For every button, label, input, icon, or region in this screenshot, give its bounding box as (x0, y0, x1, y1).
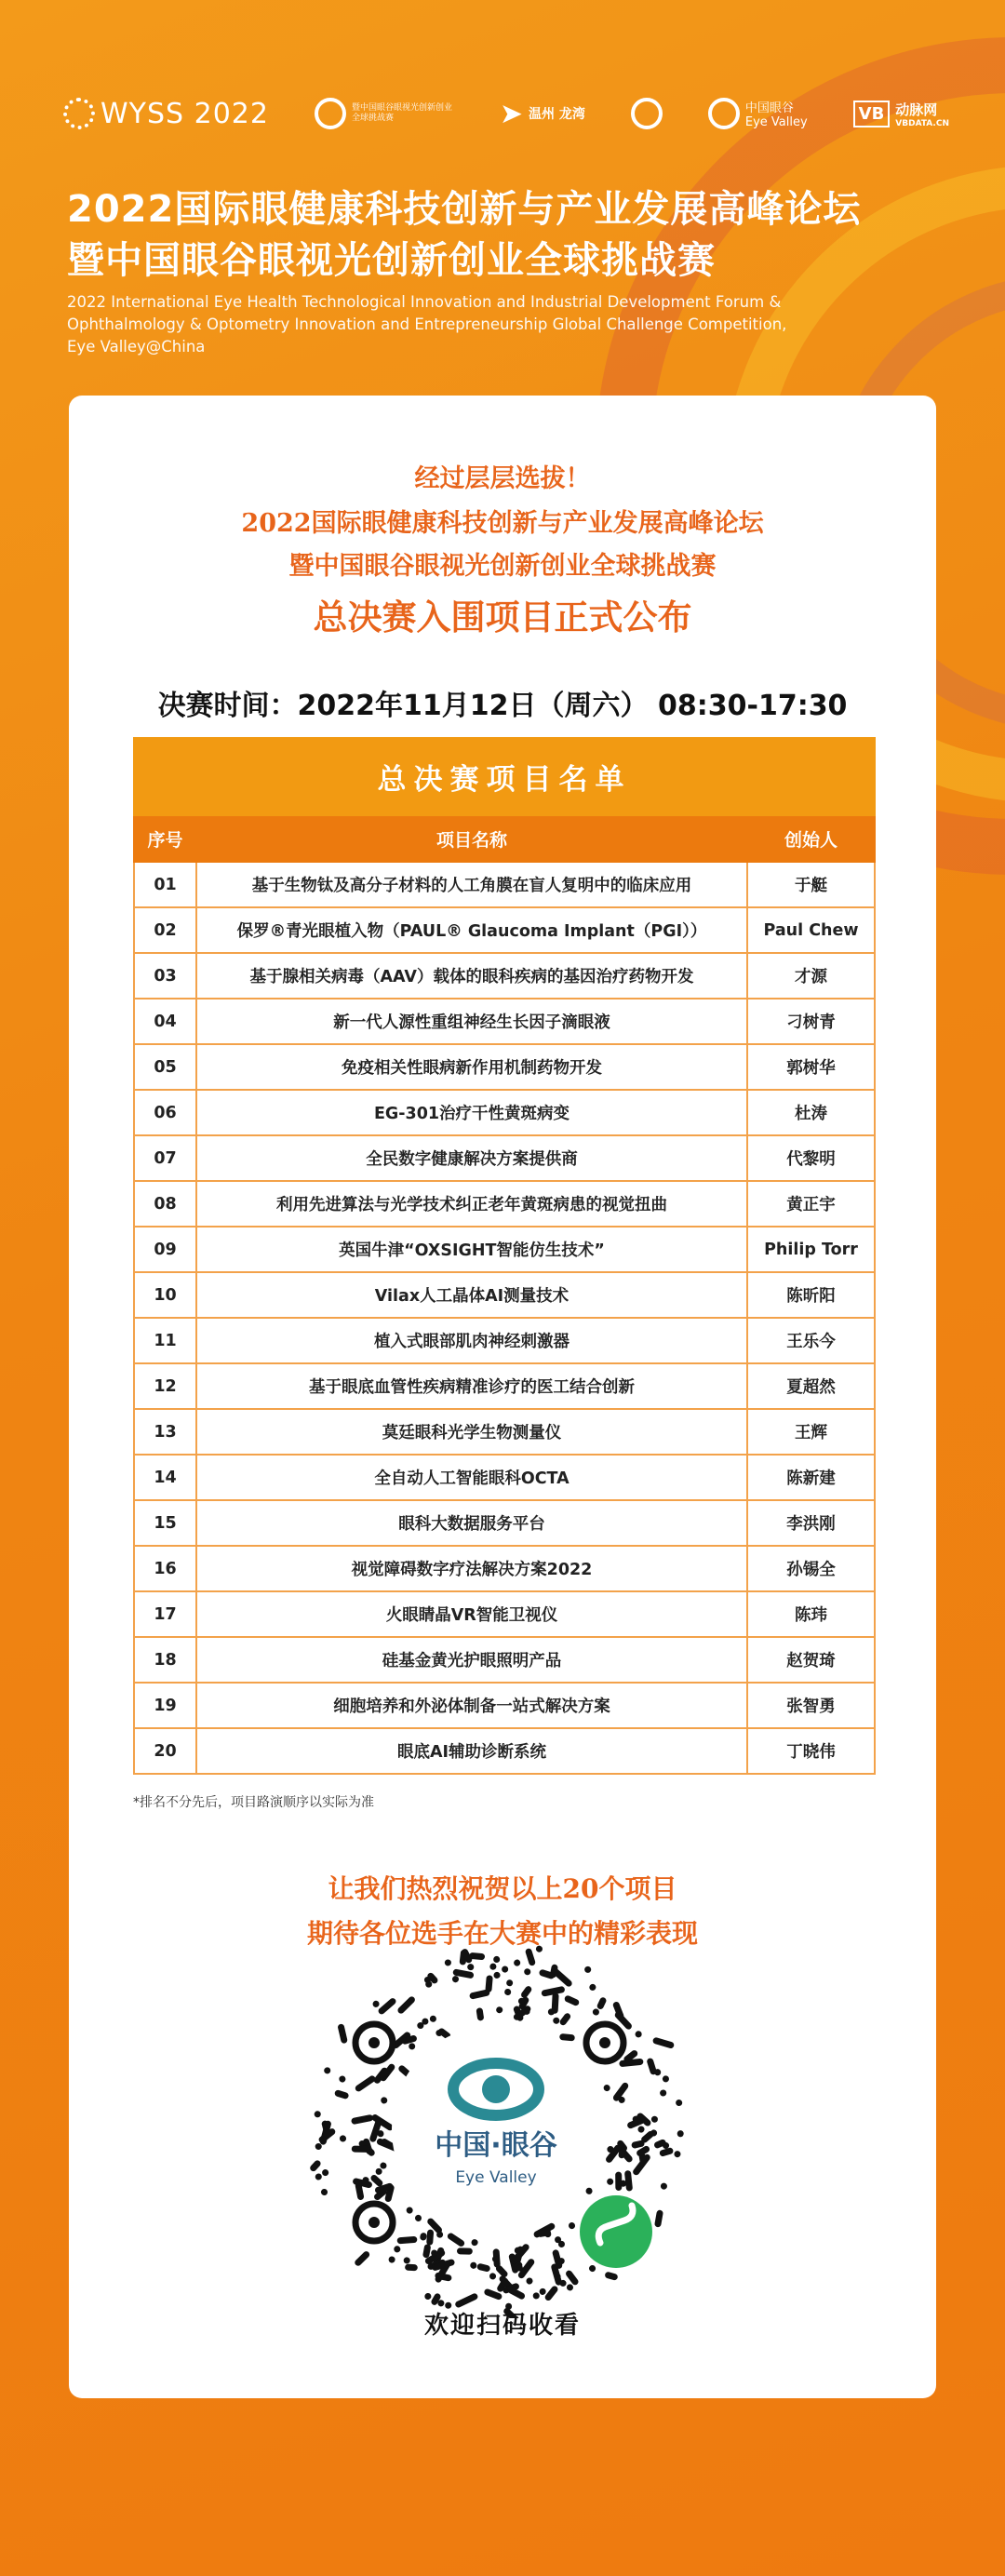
qr-module (358, 2255, 367, 2263)
col-founder: 创始人 (747, 815, 875, 862)
number: 13 (134, 1409, 196, 1455)
qr-module (378, 2186, 389, 2190)
vb-icon: VB (853, 101, 891, 127)
founder: 李洪刚 (747, 1500, 875, 1546)
number: 17 (134, 1591, 196, 1637)
qr-module (382, 2002, 393, 2011)
qr-module (456, 1972, 470, 1975)
qr-module (568, 1999, 576, 2003)
qr-module (616, 2086, 624, 2098)
page-subtitle: 暨中国眼谷眼视光创新创业全球挑战赛 (67, 239, 716, 282)
table-row (134, 1318, 875, 1363)
qr-module (473, 1956, 482, 1957)
vbdata-logo (853, 100, 949, 128)
qr-module (480, 2267, 487, 2269)
qr-module (556, 2253, 559, 2265)
qr-module (642, 2156, 643, 2162)
qr-module (658, 2142, 663, 2144)
finalist-table (133, 737, 876, 1775)
table-row (134, 1455, 875, 1500)
number: 18 (134, 1637, 196, 1683)
number: 16 (134, 1546, 196, 1591)
founder: 王乐今 (747, 1318, 875, 1363)
project-name: 眼科大数据服务平台 (196, 1500, 747, 1546)
founder: 郭树华 (747, 1044, 875, 1090)
number: 11 (134, 1318, 196, 1363)
table-row (134, 907, 875, 953)
founder: 陈昕阳 (747, 1272, 875, 1318)
qr-module (465, 1952, 469, 1960)
number: 01 (134, 862, 196, 907)
qr-module (525, 1990, 529, 1995)
project-name: 保罗®青光眼植入物（PAUL® Glaucoma Implant（PGI）） (196, 907, 747, 953)
qr-module (640, 2149, 647, 2153)
wyss-logo (63, 98, 269, 130)
project-name: Vilax人工晶体AI测量技术 (196, 1272, 747, 1318)
qr-module (356, 2181, 369, 2184)
qr-module (563, 2017, 567, 2022)
founder: 丁晓伟 (747, 1728, 875, 1774)
number: 12 (134, 1363, 196, 1409)
project-name: 基于眼底血管性疾病精准诊疗的医工结合创新 (196, 1363, 747, 1409)
project-name: 英国牛津“OXSIGHT智能仿生技术” (196, 1227, 747, 1272)
table-row (134, 1135, 875, 1181)
project-name: 视觉障碍数字疗法解决方案2022 (196, 1546, 747, 1591)
qr-module (473, 1992, 487, 1995)
qr-logo-cn: 中国·眼谷 (435, 2129, 557, 2162)
qr-module (426, 2247, 427, 2255)
qr-module (342, 2027, 344, 2040)
project-name: 新一代人源性重组神经生长因子滴眼液 (196, 999, 747, 1044)
announcement-line-3: 暨中国眼谷眼视光创新创业全球挑战赛 (288, 552, 717, 581)
english-title-3: Eye Valley@China (67, 338, 206, 356)
qr-module (401, 2000, 411, 2010)
qr-module (431, 1976, 435, 1980)
qr-module (600, 2001, 603, 2006)
qr-module (405, 2039, 413, 2042)
qr-module (541, 2233, 548, 2234)
number: 09 (134, 1227, 196, 1272)
founder: 夏超然 (747, 1363, 875, 1409)
table-row (134, 953, 875, 999)
project-name: 基于腺相关病毒（AAV）载体的眼科疾病的基因治疗药物开发 (196, 953, 747, 999)
qr-module (442, 2032, 448, 2036)
qr-module (548, 2289, 555, 2298)
founder: 王辉 (747, 1409, 875, 1455)
table-row (134, 1272, 875, 1318)
qr-module (621, 2143, 624, 2148)
qr-module (627, 2054, 635, 2059)
qr-module (479, 2011, 480, 2018)
qr-module (430, 2233, 431, 2242)
qr-module (521, 2262, 530, 2275)
scan-caption: 欢迎扫码收看 (423, 2312, 581, 2340)
col-number: 序号 (134, 815, 196, 862)
project-name: 细胞培养和外泌体制备一站式解决方案 (196, 1683, 747, 1728)
qr-module (616, 2005, 620, 2016)
final-date: 决赛时间：2022年11月12日（周六） 08:30-17:30 (157, 690, 848, 722)
qr-logo-en: Eye Valley (455, 2168, 537, 2187)
qr-module (373, 2122, 379, 2139)
table-row (134, 1683, 875, 1728)
qr-module (555, 1996, 556, 2010)
table-header (134, 815, 875, 862)
project-name: 利用先进算法与光学技术纠正老年黄斑病患的视觉扭曲 (196, 1181, 747, 1227)
page-title: 2022国际眼健康科技创新与产业发展高峰论坛 (67, 188, 862, 231)
qr-module (658, 2213, 660, 2223)
number: 04 (134, 999, 196, 1044)
table-row (134, 1637, 875, 1683)
challenge-logo-text: 暨中国眼谷眼视光创新创业全球挑战赛 (351, 103, 452, 123)
number: 07 (134, 1135, 196, 1181)
qr-module (555, 1971, 569, 1983)
arrow-icon: ➤ (499, 97, 524, 130)
table-row (134, 1181, 875, 1227)
table-row (134, 1044, 875, 1090)
number: 02 (134, 907, 196, 953)
number: 05 (134, 1044, 196, 1090)
eye-icon (708, 98, 740, 129)
number: 08 (134, 1181, 196, 1227)
longwan-text: 温州 龙湾 (529, 107, 585, 122)
vbdata-en: VBDATA.CN (895, 118, 949, 128)
qr-module (563, 2037, 571, 2038)
founder: 于艇 (747, 862, 875, 907)
founder: 刁树青 (747, 999, 875, 1044)
qr-module (431, 2221, 439, 2230)
qr-module (374, 2179, 380, 2183)
qr-module (650, 2061, 653, 2072)
founder: 杜涛 (747, 1090, 875, 1135)
table-row (134, 1227, 875, 1272)
qr-module (609, 2275, 615, 2277)
qr-module (623, 2061, 640, 2063)
project-name: 免疫相关性眼病新作用机制药物开发 (196, 1044, 747, 1090)
sponsor-logos (63, 93, 949, 134)
finder-pattern (586, 2024, 623, 2061)
mini-program-qr-code[interactable] (307, 1940, 685, 2318)
qr-module (544, 1990, 561, 1993)
founder: 陈新建 (747, 1455, 875, 1500)
project-name: 全民数字健康解决方案提供商 (196, 1135, 747, 1181)
eye-valley-cn: 中国眼谷 (744, 101, 794, 115)
closing-line-1: 让我们热烈祝贺以上20个项目 (328, 1873, 677, 1904)
project-name: 硅基金黄光护眼照明产品 (196, 1637, 747, 1683)
project-name: 全自动人工智能眼科OCTA (196, 1455, 747, 1500)
qr-module (631, 2121, 642, 2126)
finder-pattern (355, 2024, 393, 2061)
project-name: 基于生物钛及高分子材料的人工角膜在盲人复明中的临床应用 (196, 862, 747, 907)
table-caption: 总决赛项目名单 (134, 738, 875, 815)
challenge-logo (315, 98, 454, 129)
project-name: 火眼睛晶VR智能卫视仪 (196, 1591, 747, 1637)
project-name: 眼底AI辅助诊断系统 (196, 1728, 747, 1774)
founder: 代黎明 (747, 1135, 875, 1181)
mini-program-icon (580, 2195, 652, 2268)
qr-module (570, 2274, 575, 2282)
announcement-line-2: 2022国际眼健康科技创新与产业发展高峰论坛 (241, 509, 764, 538)
number: 15 (134, 1500, 196, 1546)
finder-pattern (355, 2204, 393, 2241)
qr-module (628, 2174, 630, 2188)
number: 19 (134, 1683, 196, 1728)
table-row (134, 999, 875, 1044)
qr-module (358, 2185, 360, 2196)
qr-module (645, 2134, 650, 2140)
founder: 赵贺琦 (747, 1637, 875, 1683)
table-row (134, 1591, 875, 1637)
wyss-text: WYSS 2022 (100, 97, 269, 130)
eye-icon (631, 98, 663, 129)
founder: 才源 (747, 953, 875, 999)
qr-module (314, 2164, 317, 2168)
qr-module (358, 2079, 372, 2088)
qr-module (663, 2151, 670, 2153)
table-row (134, 1363, 875, 1409)
col-project: 项目名称 (196, 815, 747, 862)
table-row (134, 1546, 875, 1591)
number: 20 (134, 1728, 196, 1774)
ranking-note: *排名不分先后，项目路演顺序以实际为准 (133, 1795, 374, 1810)
qr-module (459, 2297, 475, 2304)
project-name: EG-301治疗干性黄斑病变 (196, 1090, 747, 1135)
announcement-headline: 总决赛入围项目正式公布 (313, 597, 692, 637)
qr-module (555, 2267, 558, 2282)
founder: 陈玮 (747, 1591, 875, 1637)
institute-logo (631, 98, 663, 129)
qr-module (435, 2297, 437, 2301)
eye-icon (315, 98, 346, 129)
qr-module (450, 2236, 461, 2243)
table-row (134, 1090, 875, 1135)
qr-module (656, 2041, 671, 2046)
table-row (134, 1409, 875, 1455)
qr-module (338, 2093, 345, 2095)
founder: 张智勇 (747, 1683, 875, 1728)
project-name: 莫廷眼科光学生物测量仪 (196, 1409, 747, 1455)
qr-module (529, 1952, 532, 1962)
eye-valley-logo (708, 98, 808, 129)
english-title-1: 2022 International Eye Health Technological Innovation and Industrial Development Forum & (67, 293, 782, 311)
founder: 黄正宇 (747, 1181, 875, 1227)
qr-module (511, 2290, 521, 2296)
vbdata-cn: 动脉网 (895, 101, 938, 118)
table-row (134, 1728, 875, 1774)
sun-icon (63, 98, 95, 129)
table-row (134, 862, 875, 907)
announcement-line-1: 经过层层选拔！ (414, 464, 591, 493)
number: 06 (134, 1090, 196, 1135)
number: 10 (134, 1272, 196, 1318)
project-name: 植入式眼部肌肉神经刺激器 (196, 1318, 747, 1363)
number: 03 (134, 953, 196, 999)
closing-line-2: 期待各位选手在大赛中的精彩表现 (306, 1918, 698, 1949)
qr-module (400, 2240, 414, 2241)
eye-valley-en: Eye Valley (744, 115, 808, 129)
qr-module (355, 2118, 369, 2121)
qr-module (499, 2269, 504, 2274)
founder: Paul Chew (747, 907, 875, 953)
number: 14 (134, 1455, 196, 1500)
table-row (134, 1500, 875, 1546)
founder: 孙锡全 (747, 1546, 875, 1591)
longwan-logo (500, 98, 585, 130)
founder: Philip Torr (747, 1227, 875, 1272)
qr-module (543, 1973, 551, 1976)
qr-module (635, 2143, 641, 2145)
qr-module (488, 2292, 499, 2297)
english-title-2: Ophthalmology & Optometry Innovation and Entrepreneurship Global Challenge Competition, (67, 315, 787, 333)
